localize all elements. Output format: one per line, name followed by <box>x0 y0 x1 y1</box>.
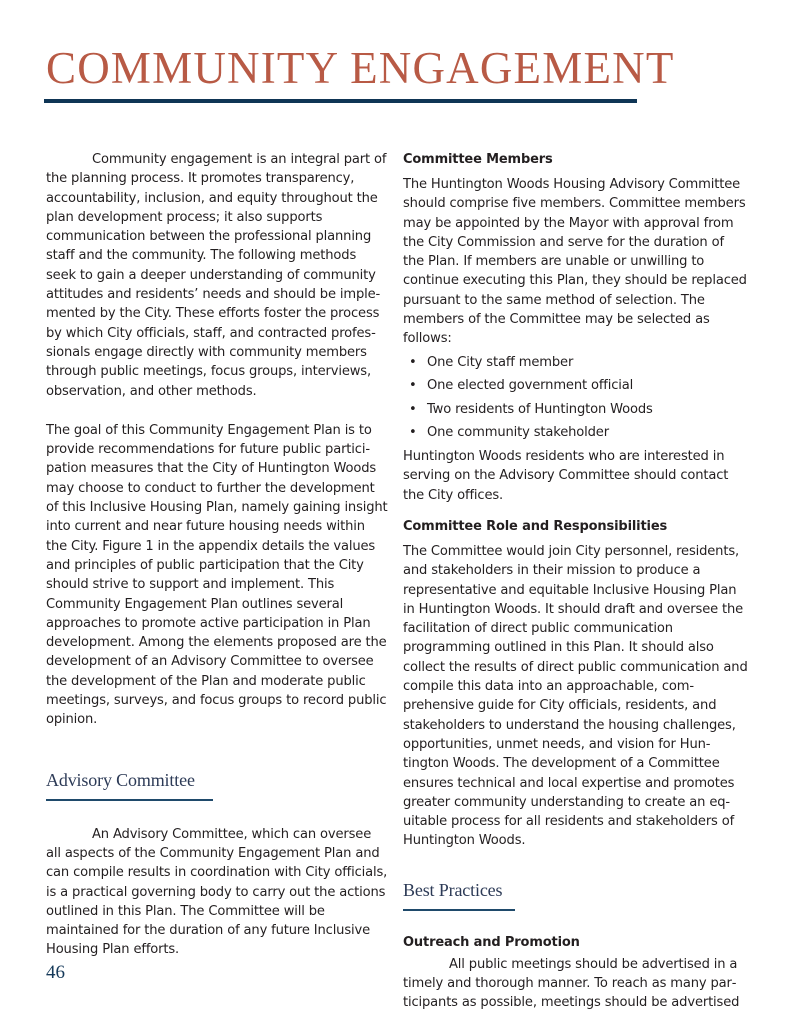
committee-members-heading: Committee Members <box>403 152 553 167</box>
list-item: • Two residents of Huntington Woods <box>403 400 748 419</box>
advisory-committee-heading: Advisory Committee <box>46 769 195 790</box>
best-practices-heading: Best Practices <box>403 879 503 900</box>
committee-role-section <box>403 517 748 851</box>
left-column <box>46 150 388 960</box>
committee-role-heading: Committee Role and Responsibilities <box>403 518 668 534</box>
intro-paragraph: Community engagement is an integral part of the planning process. It promotes transparency, accountability, inclusion, and equity throughout the plan development process; it also supports communication between the professional planning staff and the community. The following methods seek to gain a deeper understanding of community attitudes and residents’ needs and should be implemented by the City. These efforts foster the process by which City officials, staff, and contracted professionals engage directly with community members through public meetings, focus groups, interviews, observation, and other methods. <box>46 152 387 399</box>
best-practices-divider <box>403 909 515 911</box>
advisory-committee-divider <box>46 799 213 801</box>
page-title: COMMUNITY ENGAGEMENT <box>46 43 675 93</box>
list-item: • One elected government official <box>403 376 748 395</box>
best-practices-section <box>403 879 748 1013</box>
advisory-committee-section <box>46 769 388 960</box>
committee-members-section <box>403 150 748 505</box>
committee-members-list <box>403 353 748 443</box>
list-item: • One City staff member <box>403 353 748 372</box>
outreach-paragraph: All public meetings should be advertised in a timely and thorough manner. To reach as many participants as possible, meetings should be advertised <box>403 956 740 1011</box>
goal-paragraph: The goal of this Community Engagement Plan is to provide recommendations for future public participation measures that the City of Huntington Woods may choose to conduct to further the development of this Inclusive Housing Plan, namely gaining insight into current and near future housing needs within the City. Figure 1 in the appendix details the values and principles of public participation that the City should strive to support and implement. This Community Engagement Plan outlines several approaches to promote active participation in Plan development. Among the elements proposed are the development of an Advisory Committee to oversee the development of the Plan and moderate public meetings, surveys, and focus groups to record public opinion. <box>46 422 388 728</box>
advisory-committee-paragraph: An Advisory Committee, which can oversee all aspects of the Community Engagement Plan and can compile results in coordination with City officials, is a practical governing body to carry out the actions outlined in this Plan. The Committee will be maintained for the duration of any future Inclusive Housing Plan efforts. <box>46 826 388 958</box>
committee-role-paragraph: The Committee would join City personnel, residents, and stakeholders in their mission to produce a representative and equitable Inclusive Housing Plan in Huntington Woods. It should draft and oversee the facilitation of direct public communication programming outlined in this Plan. It should also collect the results of direct public communication and compile this data into an approachable, comprehensive guide for City officials, residents, and stakeholders to understand the housing challenges, opportunities, unmet needs, and vision for Huntington Woods. The development of a Committee ensures technical and local expertise and promotes greater community understanding to create an equitable process for all residents and stakeholders of Huntington Woods. <box>403 543 748 849</box>
committee-members-paragraph: The Huntington Woods Housing Advisory Committee should comprise five members. Committee members may be appointed by the Mayor with approval from the City Commission and serve for the duration of the Plan. If members are unable or unwilling to continue executing this Plan, they should be replaced pursuant to the same method of selection. The members of the Committee may be selected as follows: <box>403 177 747 347</box>
outreach-heading: Outreach and Promotion <box>403 934 580 950</box>
title-divider <box>44 99 637 103</box>
committee-members-closing: Huntington Woods residents who are interested in serving on the Advisory Committee should contact the City offices. <box>403 449 729 503</box>
page-number: 46 <box>46 962 65 983</box>
right-column <box>403 150 748 1013</box>
list-item: • One community stakeholder <box>403 423 748 442</box>
